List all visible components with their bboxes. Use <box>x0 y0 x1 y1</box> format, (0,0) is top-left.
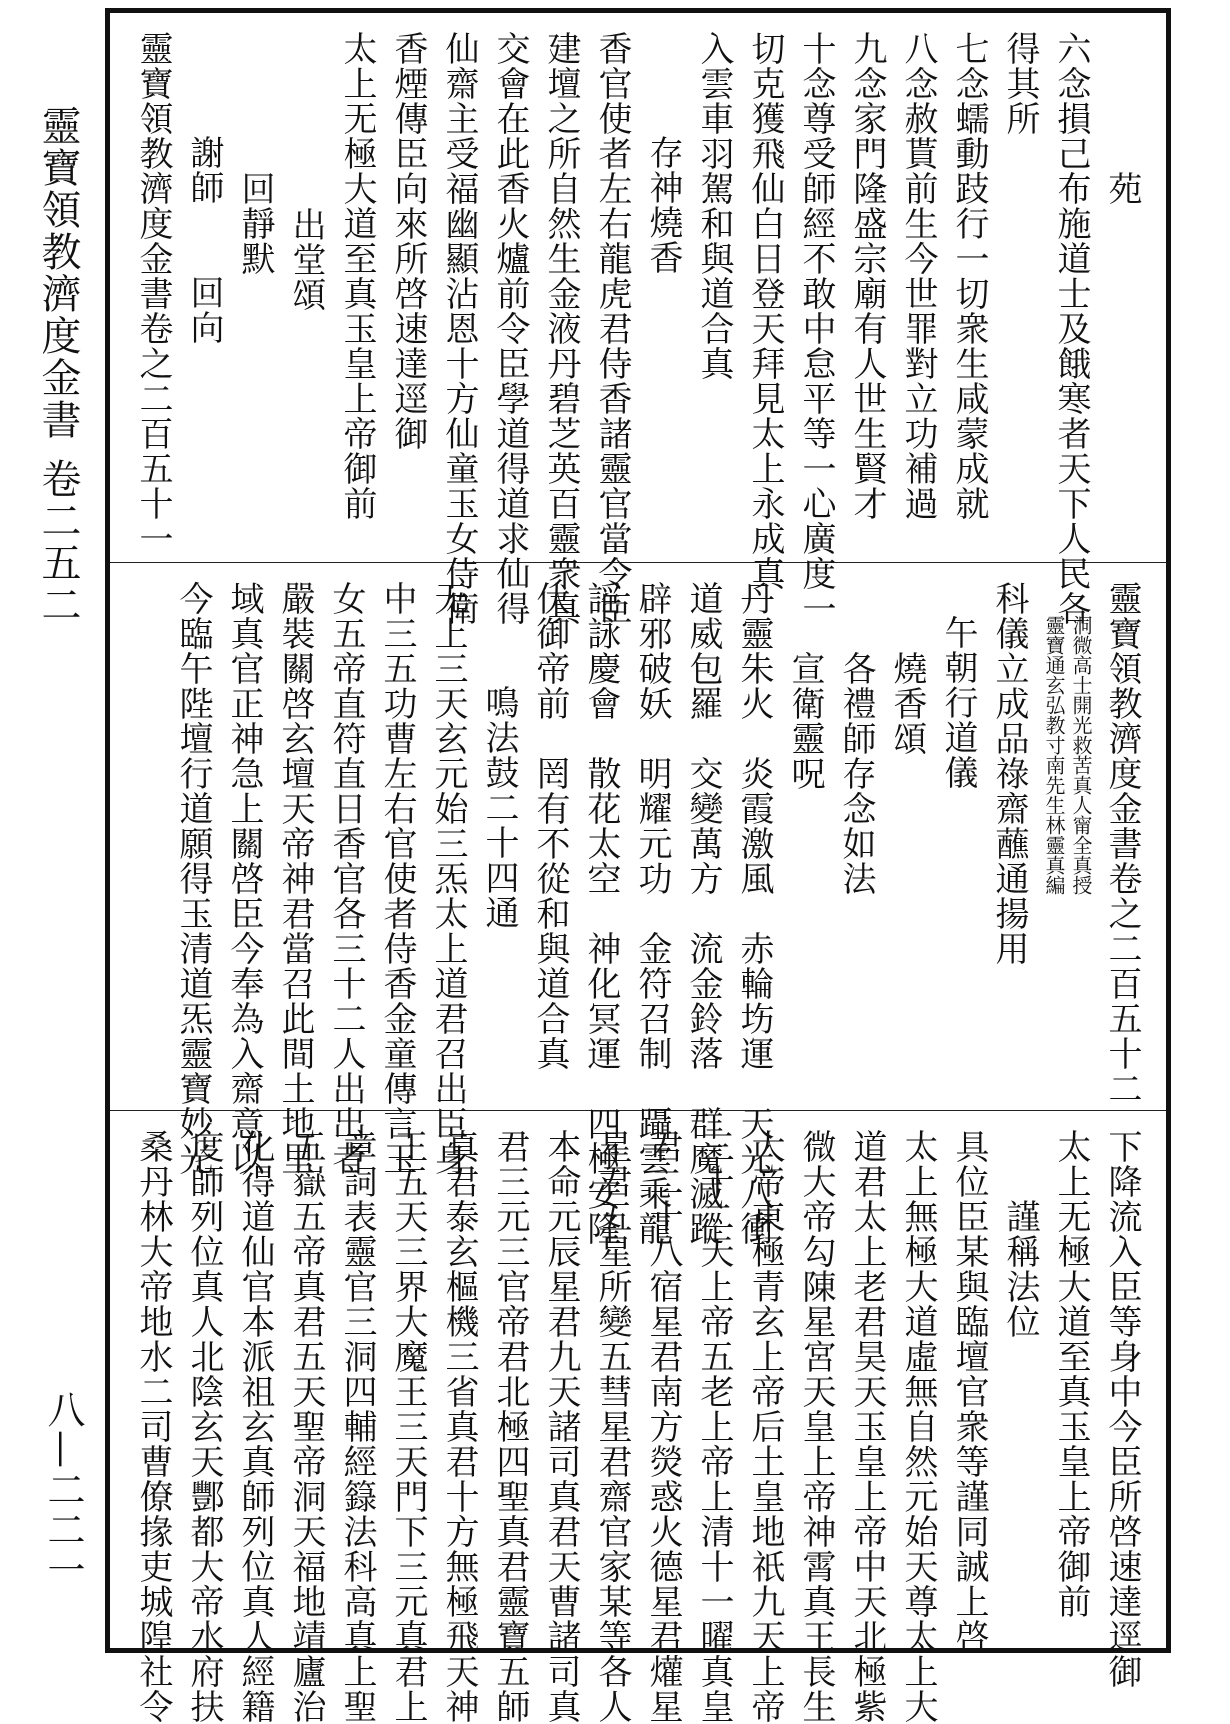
volume-label: 卷二五二 <box>35 458 81 626</box>
page-frame <box>105 8 1171 1724</box>
text-column: 七念蠕動跂行一切衆生咸蒙成就 <box>949 31 989 521</box>
text-column: 香官使者左右龍虎君侍香諸靈官當令臣 <box>592 31 632 626</box>
text-column: 女五帝直符直日香官各三十二人出出者 <box>326 581 366 1176</box>
text-column: 具位臣某與臨壇官衆等謹同誠上啓 <box>949 1129 989 1654</box>
text-column: 建壇之所自然生金液丹碧芝英百靈衆真 <box>541 31 581 626</box>
text-column: 科儀立成品祿齋蘸通揚用 <box>989 581 1029 966</box>
text-column: 辟邪破妖 明耀元功 金符召制 躡雲乘龍 <box>632 581 672 1246</box>
text-column: 道威包羅 交變萬方 流金鈴落 群魔滅蹤 <box>683 581 723 1246</box>
text-column: 切克獲飛仙白日登天拜見太上永成真 <box>745 31 785 591</box>
text-column: 伏御帝前 罔有不從和與道合真 <box>530 581 570 1071</box>
section-heading: 鳴法鼓二十四通 <box>479 685 519 930</box>
page-number: 八—二二一 <box>41 1390 85 1590</box>
text-column: 各禮師存念如法 <box>836 651 876 896</box>
text-column: 本命元辰星君九天諸司真君天曹諸司真 <box>541 1129 581 1724</box>
text-column: 苑 <box>1102 171 1142 206</box>
text-column: 嚴裝關啓玄壇天帝神君當召此間土地里 <box>275 581 315 1176</box>
text-column: 微大帝勾陳星宮天皇上帝神霄真王長生 <box>796 1129 836 1724</box>
text-column: 桑丹林大帝地水二司曹僚掾吏城隍社令 <box>133 1129 173 1724</box>
text-column: 仙齋主受福幽顯沾恩十方仙童玉女侍衛 <box>439 31 479 626</box>
text-column: 域真官正神急上關啓臣今奉為入齋意以 <box>224 581 264 1176</box>
text-column: 星君五星所變五彗星君齋官家某等各人 <box>592 1129 632 1724</box>
text-panel-top <box>110 13 1166 626</box>
text-column: 三十二天上帝五老上帝上清十一曜真皇 <box>694 1129 734 1724</box>
text-column: 王五天三界大魔王三天門下三元真君上 <box>388 1129 428 1724</box>
text-column: 香煙傳臣向來所啓速達逕御 <box>388 31 428 451</box>
text-column: 得其所 <box>1000 31 1040 136</box>
credit-line: 洞微高士開光救苦真人甯全真授 <box>1069 615 1093 895</box>
text-column: 君二十八宿星君南方熒惑火德星君爟星 <box>643 1129 683 1724</box>
volume-end-title: 靈寶領教濟度金書卷之二百五十一 <box>133 31 173 556</box>
text-column: 度師列位真人北陰玄天酆都大帝水府扶 <box>184 1129 224 1724</box>
text-column: 五嶽五帝真君五天聖帝洞天福地靖廬治 <box>286 1129 326 1724</box>
text-column: 丹靈朱火 炎霞激風 赤輪㘯運 天光八衝 <box>734 581 774 1246</box>
book-title: 靈寶領教濟度金書 <box>35 105 81 441</box>
text-column: 君三元三官帝君北極四聖真君靈寶五師 <box>490 1129 530 1724</box>
text-column: 九念家門隆盛宗廟有人世生賢才 <box>847 31 887 521</box>
section-heading: 謹稱法位 <box>1000 1199 1040 1339</box>
text-column: 太上无極大道至真玉皇上帝御前 <box>337 31 377 521</box>
text-column: 十念尊受師經不敢中怠平等一心廣度一 <box>796 31 836 626</box>
author-credits <box>1039 581 1093 895</box>
text-column: 真君泰玄樞機三省真君十方無極飛天神 <box>439 1129 479 1724</box>
text-column: 謡詠慶會 散花太空 神化冥運 四極安隆 <box>581 581 621 1246</box>
text-column: 章詞表靈官三洞四輔經籙法科高真上聖 <box>337 1129 377 1724</box>
text-column: 交會在此香火爐前令臣學道得道求仙得 <box>490 31 530 626</box>
text-column: 今臨午陛壇行道願得玉清道炁靈寶妙光 <box>173 581 213 1176</box>
text-column: 无上三天玄元始三炁太上道君召出臣身 <box>428 581 468 1176</box>
text-column: 太上无極大道至真玉皇上帝御前 <box>1051 1129 1091 1619</box>
section-heading: 午朝行道儀 <box>938 615 978 790</box>
credit-line: 靈寶通玄弘教寸南先生林靈真編 <box>1042 615 1066 895</box>
text-column: 道君太上老君昊天玉皇上帝中天北極紫 <box>847 1129 887 1724</box>
text-column: 化得道仙官本派祖玄真師列位真人經籍 <box>235 1129 275 1724</box>
text-column: 八念赦貰前生今世罪對立功補過 <box>898 31 938 521</box>
section-heading: 燒香頌 <box>887 651 927 756</box>
section-heading: 回靜默 <box>235 171 275 276</box>
text-column: 入雲車羽駕和與道合真 <box>694 31 734 381</box>
text-panel-bottom <box>110 1111 1166 1724</box>
section-heading: 宣衛靈呪 <box>785 651 825 791</box>
text-panel-middle <box>110 563 1166 1246</box>
section-heading: 謝師 回向 <box>184 135 224 345</box>
text-column: 下降流入臣等身中今臣所啓速達逕御 <box>1102 1129 1142 1689</box>
section-heading: 存神燒香 <box>643 135 683 275</box>
volume-title: 靈寶領教濟度金書卷之二百五十二 <box>1102 581 1142 1106</box>
text-column: 六念損己布施道士及餓寒者天下人民各 <box>1051 31 1091 626</box>
text-column: 大帝東極青玄上帝后土皇地祇九天上帝 <box>745 1129 785 1724</box>
text-column: 中三五功曹左右官使者侍香金童傳言玉 <box>377 581 417 1176</box>
section-heading: 出堂頌 <box>286 207 326 312</box>
text-column: 太上無極大道虛無自然元始天尊太上大 <box>898 1129 938 1724</box>
